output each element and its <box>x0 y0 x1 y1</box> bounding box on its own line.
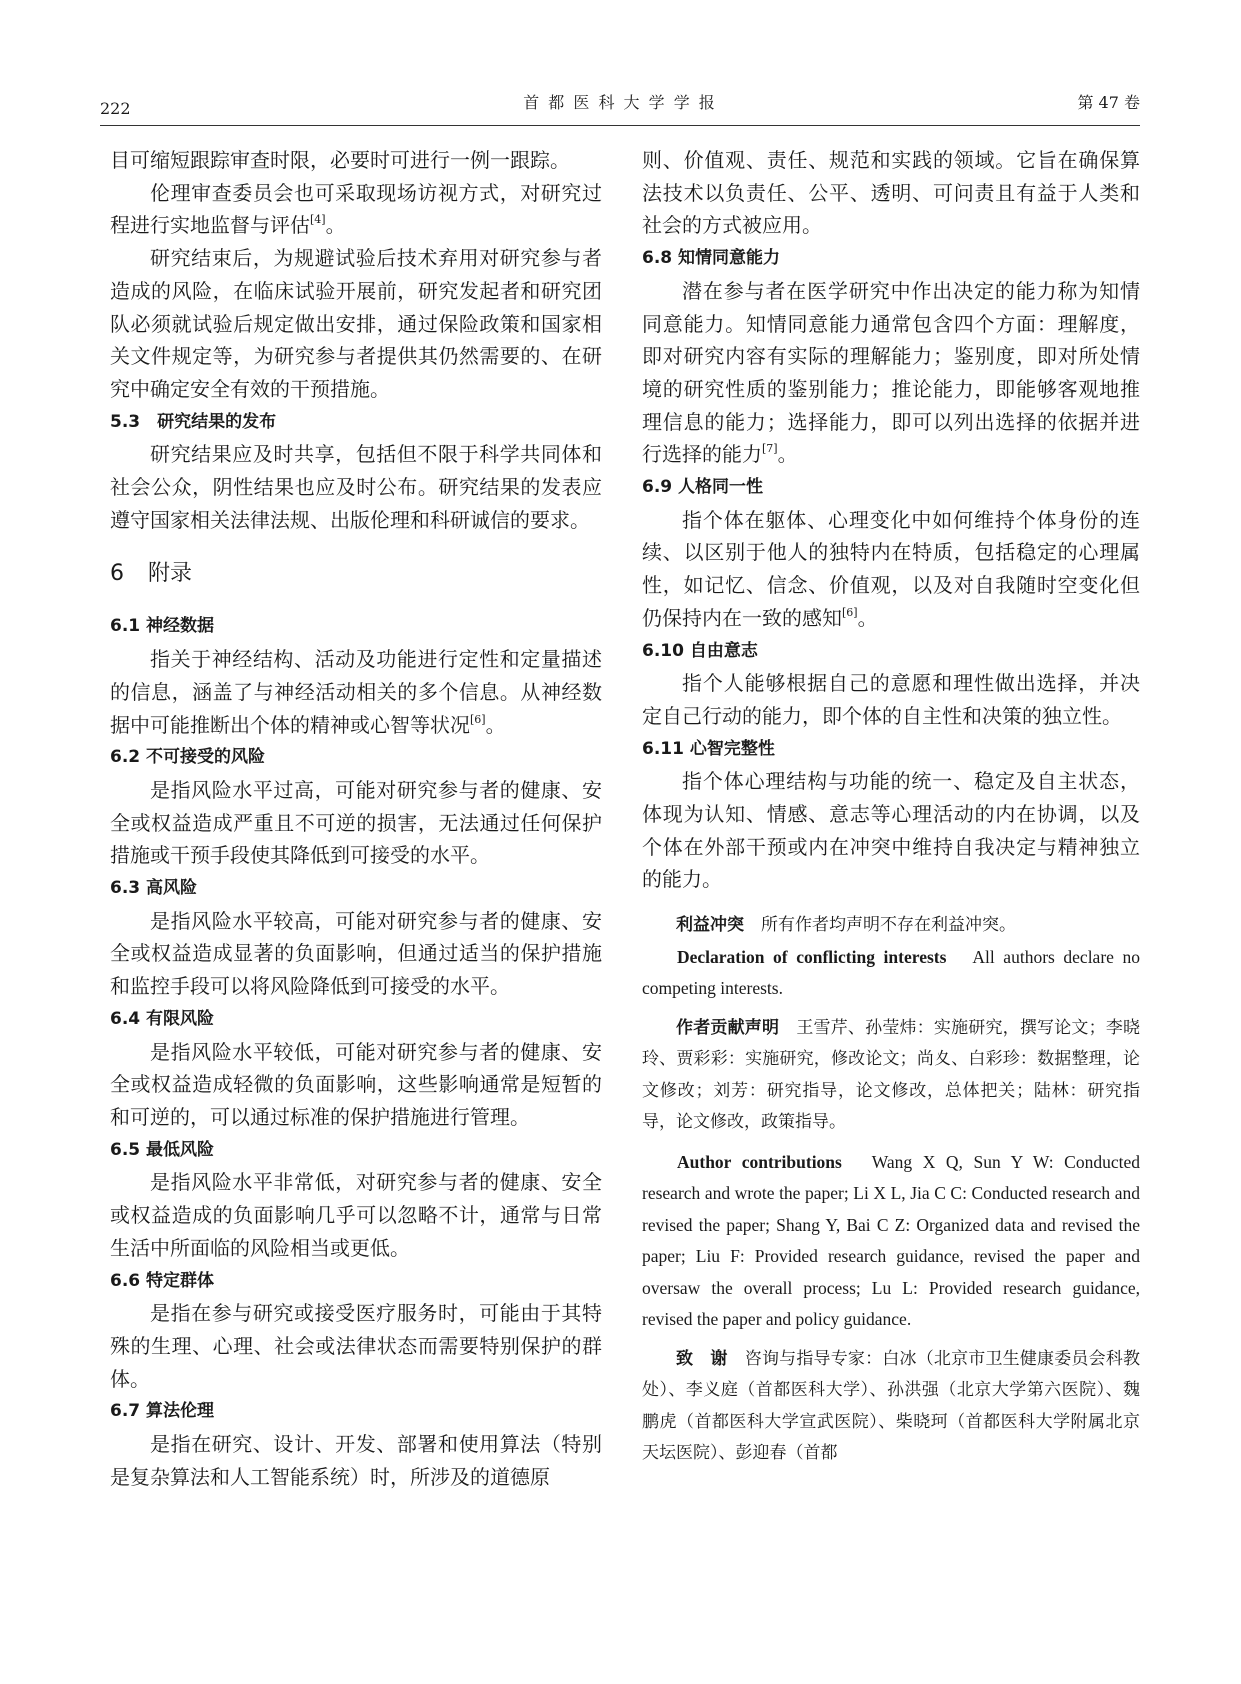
citation: [7] <box>762 442 778 456</box>
back-matter <box>642 910 1140 1470</box>
right-column <box>642 144 1140 1470</box>
paragraph: 潜在参与者在医学研究中作出决定的能力称为知情同意能力。知情同意能力通常包含四个方面：理解度，即对研究内容有实际的理解能力；鉴别度，即对所处情境的研究性质的鉴别能力；推论能力，即能够客观地推理信息的能力；选择能力，即可以列出选择的依据并进行选择的能力[7]。 <box>642 278 1140 467</box>
section-heading-6-7: 6.7 算法伦理 <box>110 1401 215 1422</box>
section-heading-5-3: 5.3 研究结果的发布 <box>110 411 277 432</box>
coi-label: 利益冲突 <box>676 915 744 936</box>
paragraph: 指个体心理结构与功能的统一、稳定及自主状态，体现为认知、情感、意志等心理活动的内在协调，以及个体在外部干预或内在冲突中维持自我决定与精神独立的能力。 <box>642 769 1140 892</box>
page-number: 222 <box>100 99 131 118</box>
header-rule <box>100 125 1140 126</box>
paragraph: 指个体在躯体、心理变化中如何维持个体身份的连续、以区别于他人的独特内在特质，包括稳定的心理属性，如记忆、信念、价值观，以及对自我随时空变化但仍保持内在一致的感知[6]。 <box>642 507 1140 630</box>
contrib-en-label: Author contributions <box>677 1151 842 1172</box>
paragraph: 则、价值观、责任、规范和实践的领域。它旨在确保算法技术以负责任、公平、透明、可问责且有益于人类和社会的方式被应用。 <box>642 148 1140 238</box>
paragraph: 目可缩短跟踪审查时限，必要时可进行一例一跟踪。 <box>110 148 570 172</box>
author-contributions-en: Author contributions Wang X Q, Sun Y W: Conducted research and wrote the paper; Li X L, Jia C C: Conducted research and revised the paper; Shang Y, Bai C Z: Organized data and revised the paper; Liu F: Provided research guidance, revised the paper and oversaw the overall process; Lu L: Provided research guidance, revised the paper and policy guidance. <box>642 1151 1140 1330</box>
acknowledgements: 致 谢 咨询与指导专家：白冰（北京市卫生健康委员会科教处）、李义庭（首都医科大学）、孙洪强（北京大学第六医院）、魏鹏虎（首都医科大学宣武医院）、柴晓珂（首都医科大学附属北京天坛医院）、彭迎春（首都 <box>642 1348 1141 1464</box>
paragraph: 是指在研究、设计、开发、部署和使用算法（特别是复杂算法和人工智能系统）时，所涉及的道德原 <box>110 1432 602 1489</box>
paragraph: 是指风险水平较高，可能对研究参与者的健康、安全或权益造成显著的负面影响，但通过适当的保护措施和监控手段可以将风险降低到可接受的水平。 <box>110 908 602 999</box>
citation: [6] <box>842 605 858 619</box>
section-heading-6-9: 6.9 人格同一性 <box>642 477 764 498</box>
section-heading-6-4: 6.4 有限风险 <box>110 1008 215 1029</box>
paragraph: 研究结束后，为规避试验后技术弃用对研究参与者造成的风险，在临床试验开展前，研究发起者和研究团队必须就试验后规定做出安排，通过保险政策和国家相关文件规定等，为研究参与者提供其仍然需要的、在研究中确定安全有效的干预措施。 <box>110 246 602 401</box>
paragraph: 是指风险水平非常低，对研究参与者的健康、安全或权益造成的负面影响几乎可以忽略不计，通常与日常生活中所面临的风险相当或更低。 <box>110 1170 602 1260</box>
paragraph: 是指在参与研究或接受医疗服务时，可能由于其特殊的生理、心理、社会或法律状态而需要特别保护的群体。 <box>110 1301 602 1391</box>
section-heading-6-1: 6.1 神经数据 <box>110 616 215 637</box>
paragraph: 伦理审查委员会也可采取现场访视方式，对研究过程进行实地监督与评估[4]。 <box>110 180 602 238</box>
section-heading-6-8: 6.8 知情同意能力 <box>642 248 781 269</box>
citation: [4] <box>310 213 326 227</box>
running-header <box>100 92 1140 122</box>
coi-en-label: Declaration of conflicting interests <box>677 946 947 967</box>
section-heading-6-3: 6.3 高风险 <box>110 878 198 899</box>
journal-name: 首 都 医 科 大 学 学 报 <box>523 93 717 112</box>
paragraph: 是指风险水平过高，可能对研究参与者的健康、安全或权益造成严重且不可逆的损害，无法通过任何保护措施或干预手段使其降低到可接受的水平。 <box>110 777 602 868</box>
section-heading-6-11: 6.11 心智完整性 <box>642 738 775 759</box>
author-contributions: 作者贡献声明 王雪芹、孙莹炜：实施研究，撰写论文；李晓玲、贾彩彩：实施研究，修改论文；尚夊、白彩珍：数据整理，论文修改；刘芳：研究指导，论文修改，总体把关；陆林：研究指导，论文修改，政策指导。 <box>642 1017 1141 1133</box>
left-column <box>110 144 602 1493</box>
section-heading-6: 6 附录 <box>110 561 193 587</box>
section-heading-6-6: 6.6 特定群体 <box>110 1270 215 1291</box>
paragraph: 指个人能够根据自己的意愿和理性做出选择，并决定自己行动的能力，即个体的自主性和决策的独立性。 <box>642 671 1140 728</box>
section-heading-6-10: 6.10 自由意志 <box>642 640 758 661</box>
section-heading-6-2: 6.2 不可接受的风险 <box>110 747 266 768</box>
paragraph: 是指风险水平较低，可能对研究参与者的健康、安全或权益造成轻微的负面影响，这些影响通常是短暂的和可逆的，可以通过标准的保护措施进行管理。 <box>110 1039 602 1129</box>
volume-label: 第 47 卷 <box>1077 93 1140 112</box>
paragraph: 研究结果应及时共享，包括但不限于科学共同体和社会公众，阴性结果也应及时公布。研究结果的发表应遵守国家相关法律法规、出版伦理和科研诚信的要求。 <box>110 442 602 532</box>
conflict-of-interest-en: Declaration of conflicting interests All authors declare no competing interests. <box>642 946 1141 999</box>
contrib-label: 作者贡献声明 <box>676 1017 780 1038</box>
conflict-of-interest: 利益冲突 所有作者均声明不存在利益冲突。 <box>676 915 1016 936</box>
citation: [6] <box>470 712 486 726</box>
ack-label: 致 谢 <box>676 1348 728 1369</box>
paragraph: 指关于神经结构、活动及功能进行定性和定量描述的信息，涵盖了与神经活动相关的多个信息。从神经数据中可能推断出个体的精神或心智等状况[6]。 <box>110 647 602 737</box>
section-heading-6-5: 6.5 最低风险 <box>110 1139 215 1160</box>
